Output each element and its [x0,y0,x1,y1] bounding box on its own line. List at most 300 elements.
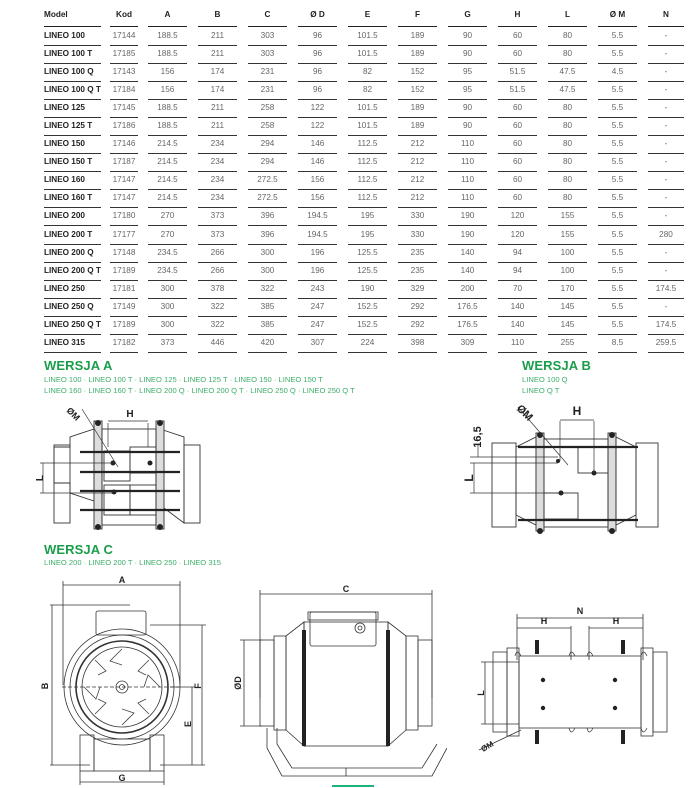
drawing-version-c-front [30,575,230,785]
cell-n: 259.5 [648,336,684,353]
cell-h: 120 [498,228,537,245]
cell-e: 112.5 [348,155,387,172]
cell-b: 266 [198,264,237,281]
cell-l: 155 [548,228,587,245]
cell-h: 60 [498,29,537,46]
cell-l: 47.5 [548,83,587,100]
cell-g: 90 [448,29,487,46]
version-a-models-line1: LINEO 100 · LINEO 100 T · LINEO 125 · LINEO 125 T · LINEO 150 · LINEO 150 T [44,375,323,384]
drawing-version-c-side [232,578,447,778]
dim-b-label: B [40,682,50,690]
cell-l: 155 [548,209,587,226]
table-row [44,46,684,64]
cell-l: 80 [548,137,587,154]
version-b-models-line2: LINEO Q T [522,386,560,395]
version-a-models-line2: LINEO 160 · LINEO 160 T · LINEO 200 Q · LINEO 200 Q T · LINEO 250 Q · LINEO 250 Q T [44,386,355,395]
cell-g: 110 [448,173,487,190]
cell-m: 5.5 [598,191,637,208]
cell-h: 60 [498,101,537,118]
cell-a: 188.5 [148,47,187,64]
drawing-version-a [30,395,230,535]
header-n: N [648,8,684,27]
cell-c: 258 [248,101,287,118]
dim-a-label: A [118,575,126,585]
header-b: B [198,8,237,27]
cell-n: 280 [648,228,684,245]
cell-n: - [648,155,684,172]
cell-l: 47.5 [548,65,587,82]
cell-l: 145 [548,300,587,317]
table-row [44,191,684,209]
cell-e: 125.5 [348,246,387,263]
table-row [44,245,684,263]
cell-a: 234.5 [148,246,187,263]
cell-d: 96 [298,29,337,46]
cell-f: 212 [398,173,437,190]
cell-model: LINEO 100 [44,29,101,46]
cell-d: 96 [298,47,337,64]
cell-l: 80 [548,173,587,190]
dim-h1-label: H [540,616,548,626]
cell-e: 190 [348,282,387,299]
cell-l: 80 [548,155,587,172]
cell-l: 80 [548,101,587,118]
table-body [44,28,684,354]
cell-kod: 17177 [110,228,138,245]
cell-e: 101.5 [348,119,387,136]
table-row [44,263,684,281]
table-row [44,281,684,299]
cell-d: 122 [298,119,337,136]
header-m: Ø M [598,8,637,27]
cell-n: - [648,83,684,100]
cell-d: 194.5 [298,228,337,245]
dim-l-label: L [462,474,476,482]
cell-a: 270 [148,209,187,226]
cell-kod: 17189 [110,318,138,335]
cell-kod: 17185 [110,47,138,64]
cell-g: 176.5 [448,300,487,317]
cell-c: 258 [248,119,287,136]
table-header-row [44,6,684,28]
cell-b: 211 [198,119,237,136]
cell-b: 373 [198,209,237,226]
cell-l: 255 [548,336,587,353]
cell-c: 272.5 [248,173,287,190]
cell-m: 5.5 [598,29,637,46]
cell-f: 292 [398,300,437,317]
cell-g: 309 [448,336,487,353]
cell-h: 60 [498,155,537,172]
cell-kod: 17146 [110,137,138,154]
header-g: G [448,8,487,27]
cell-b: 174 [198,65,237,82]
cell-d: 196 [298,246,337,263]
cell-n: - [648,65,684,82]
cell-model: LINEO 160 [44,173,101,190]
cell-e: 224 [348,336,387,353]
dim-d-label: ØD [233,676,243,690]
cell-a: 188.5 [148,119,187,136]
cell-d: 243 [298,282,337,299]
cell-c: 385 [248,300,287,317]
cell-c: 231 [248,83,287,100]
cell-model: LINEO 200 Q [44,246,101,263]
cell-m: 5.5 [598,246,637,263]
cell-model: LINEO 315 [44,336,101,353]
cell-c: 322 [248,282,287,299]
cell-n: - [648,119,684,136]
cell-model: LINEO 100 T [44,47,101,64]
cell-m: 5.5 [598,264,637,281]
cell-h: 60 [498,137,537,154]
cell-l: 145 [548,318,587,335]
cell-g: 90 [448,101,487,118]
cell-g: 110 [448,191,487,208]
cell-model: LINEO 250 [44,282,101,299]
cell-n: 174.5 [648,318,684,335]
cell-d: 247 [298,318,337,335]
cell-g: 110 [448,155,487,172]
cell-g: 140 [448,246,487,263]
cell-g: 200 [448,282,487,299]
cell-model: LINEO 160 T [44,191,101,208]
cell-model: LINEO 200 Q T [44,264,101,281]
cell-a: 156 [148,83,187,100]
cell-f: 212 [398,137,437,154]
header-model: Model [44,8,101,27]
cell-d: 146 [298,137,337,154]
table-row [44,100,684,118]
cell-e: 112.5 [348,173,387,190]
cell-g: 95 [448,65,487,82]
dim-m-label: ØM [64,405,82,423]
cell-m: 8.5 [598,336,637,353]
cell-c: 300 [248,246,287,263]
header-f: F [398,8,437,27]
cell-m: 5.5 [598,228,637,245]
cell-e: 195 [348,209,387,226]
table-row [44,318,684,336]
table-row [44,299,684,317]
cell-m: 4.5 [598,65,637,82]
cell-l: 80 [548,47,587,64]
dim-e-label: E [183,720,193,728]
cell-e: 101.5 [348,29,387,46]
cell-b: 234 [198,155,237,172]
cell-b: 211 [198,29,237,46]
cell-h: 110 [498,336,537,353]
cell-c: 396 [248,209,287,226]
table-row [44,118,684,136]
cell-h: 120 [498,209,537,226]
table-row [44,336,684,354]
cell-f: 212 [398,191,437,208]
cell-h: 94 [498,246,537,263]
cell-b: 322 [198,300,237,317]
cell-a: 156 [148,65,187,82]
cell-l: 170 [548,282,587,299]
cell-kod: 17182 [110,336,138,353]
cell-n: - [648,29,684,46]
cell-g: 190 [448,228,487,245]
cell-b: 211 [198,47,237,64]
header-c: C [248,8,287,27]
cell-b: 211 [198,101,237,118]
cell-b: 234 [198,191,237,208]
dim-n-label: N [576,606,584,616]
cell-h: 60 [498,47,537,64]
cell-n: - [648,264,684,281]
cell-m: 5.5 [598,119,637,136]
header-e: E [348,8,387,27]
cell-f: 330 [398,209,437,226]
cell-model: LINEO 100 Q [44,65,101,82]
cell-c: 294 [248,155,287,172]
cell-n: 174.5 [648,282,684,299]
cell-e: 82 [348,83,387,100]
dimensions-table [44,6,684,354]
cell-e: 125.5 [348,264,387,281]
cell-f: 189 [398,47,437,64]
dim-c-label: C [342,584,350,594]
header-kod: Kod [110,8,138,27]
cell-model: LINEO 200 T [44,228,101,245]
table-row [44,209,684,227]
cell-b: 378 [198,282,237,299]
cell-a: 270 [148,228,187,245]
cell-l: 100 [548,246,587,263]
cell-g: 176.5 [448,318,487,335]
cell-c: 231 [248,65,287,82]
cell-h: 60 [498,191,537,208]
cell-model: LINEO 100 Q T [44,83,101,100]
cell-h: 70 [498,282,537,299]
cell-n: - [648,209,684,226]
cell-d: 96 [298,65,337,82]
cell-e: 112.5 [348,191,387,208]
cell-n: - [648,246,684,263]
cell-e: 152.5 [348,318,387,335]
dim-l-label: L [476,690,486,696]
cell-a: 214.5 [148,173,187,190]
page-marker-bar [332,785,374,787]
cell-kod: 17189 [110,264,138,281]
cell-f: 292 [398,318,437,335]
cell-l: 100 [548,264,587,281]
cell-model: LINEO 250 Q T [44,318,101,335]
cell-d: 247 [298,300,337,317]
cell-model: LINEO 125 [44,101,101,118]
cell-a: 300 [148,282,187,299]
cell-n: - [648,300,684,317]
cell-n: - [648,47,684,64]
cell-n: - [648,173,684,190]
cell-h: 51.5 [498,65,537,82]
cell-e: 112.5 [348,137,387,154]
cell-model: LINEO 125 T [44,119,101,136]
cell-c: 294 [248,137,287,154]
cell-model: LINEO 200 [44,209,101,226]
cell-m: 5.5 [598,155,637,172]
cell-d: 307 [298,336,337,353]
cell-model: LINEO 150 [44,137,101,154]
cell-h: 140 [498,318,537,335]
cell-a: 234.5 [148,264,187,281]
cell-l: 80 [548,29,587,46]
cell-kod: 17180 [110,209,138,226]
cell-m: 5.5 [598,318,637,335]
version-a-title: WERSJA A [44,358,113,373]
table-row [44,28,684,46]
cell-b: 446 [198,336,237,353]
cell-model: LINEO 250 Q [44,300,101,317]
cell-h: 51.5 [498,83,537,100]
cell-n: - [648,191,684,208]
cell-b: 373 [198,228,237,245]
cell-g: 95 [448,83,487,100]
cell-b: 322 [198,318,237,335]
header-h: H [498,8,537,27]
cell-a: 188.5 [148,29,187,46]
cell-c: 272.5 [248,191,287,208]
cell-b: 234 [198,137,237,154]
cell-f: 235 [398,264,437,281]
cell-m: 5.5 [598,209,637,226]
cell-h: 94 [498,264,537,281]
cell-g: 90 [448,47,487,64]
cell-kod: 17147 [110,191,138,208]
cell-d: 156 [298,191,337,208]
cell-l: 80 [548,119,587,136]
cell-a: 188.5 [148,101,187,118]
cell-d: 156 [298,173,337,190]
dim-m-label: ØM [513,402,535,424]
cell-m: 5.5 [598,300,637,317]
cell-f: 212 [398,155,437,172]
dim-offset-label: 16,5 [472,426,484,448]
table-row [44,155,684,173]
cell-e: 152.5 [348,300,387,317]
cell-m: 5.5 [598,173,637,190]
cell-n: - [648,101,684,118]
cell-n: - [648,137,684,154]
cell-f: 189 [398,101,437,118]
cell-f: 152 [398,83,437,100]
cell-e: 82 [348,65,387,82]
cell-a: 373 [148,336,187,353]
table-row [44,137,684,155]
cell-d: 196 [298,264,337,281]
cell-e: 195 [348,228,387,245]
cell-d: 96 [298,83,337,100]
cell-kod: 17181 [110,282,138,299]
cell-kod: 17184 [110,83,138,100]
cell-kod: 17148 [110,246,138,263]
cell-l: 80 [548,191,587,208]
cell-e: 101.5 [348,47,387,64]
cell-c: 420 [248,336,287,353]
cell-a: 214.5 [148,155,187,172]
version-b-title: WERSJA B [522,358,591,373]
cell-h: 140 [498,300,537,317]
table-row [44,173,684,191]
cell-g: 190 [448,209,487,226]
table-row [44,64,684,82]
cell-b: 174 [198,83,237,100]
cell-kod: 17144 [110,29,138,46]
dim-g-label: G [118,773,126,783]
cell-d: 194.5 [298,209,337,226]
cell-c: 385 [248,318,287,335]
dim-f-label: F [193,683,203,689]
header-a: A [148,8,187,27]
cell-d: 146 [298,155,337,172]
dim-l-label: L [35,474,46,482]
cell-m: 5.5 [598,137,637,154]
dim-h-label: H [126,409,134,420]
cell-f: 152 [398,65,437,82]
cell-f: 235 [398,246,437,263]
cell-m: 5.5 [598,83,637,100]
cell-h: 60 [498,173,537,190]
table-row [44,227,684,245]
cell-f: 189 [398,29,437,46]
cell-g: 140 [448,264,487,281]
cell-kod: 17145 [110,101,138,118]
cell-g: 110 [448,137,487,154]
cell-kod: 17147 [110,173,138,190]
cell-g: 90 [448,119,487,136]
cell-f: 329 [398,282,437,299]
drawing-version-b [448,395,673,535]
drawing-version-c-top [475,600,685,760]
cell-c: 303 [248,47,287,64]
header-d: Ø D [298,8,337,27]
dim-h-label: H [572,404,582,418]
version-c-title: WERSJA C [44,542,113,557]
cell-c: 300 [248,264,287,281]
cell-model: LINEO 150 T [44,155,101,172]
cell-a: 214.5 [148,137,187,154]
cell-d: 122 [298,101,337,118]
cell-f: 398 [398,336,437,353]
cell-kod: 17186 [110,119,138,136]
version-c-models-line1: LINEO 200 · LINEO 200 T · LINEO 250 · LINEO 315 [44,558,221,567]
dim-h2-label: H [612,616,620,626]
dim-m-label: ØM [479,739,496,754]
cell-a: 300 [148,300,187,317]
cell-b: 234 [198,173,237,190]
cell-f: 189 [398,119,437,136]
header-l: L [548,8,587,27]
cell-f: 330 [398,228,437,245]
cell-b: 266 [198,246,237,263]
version-b-models-line1: LINEO 100 Q [522,375,568,384]
cell-kod: 17187 [110,155,138,172]
cell-c: 303 [248,29,287,46]
cell-e: 101.5 [348,101,387,118]
cell-a: 214.5 [148,191,187,208]
cell-m: 5.5 [598,47,637,64]
table-row [44,82,684,100]
cell-m: 5.5 [598,282,637,299]
cell-kod: 17143 [110,65,138,82]
cell-c: 396 [248,228,287,245]
cell-m: 5.5 [598,101,637,118]
cell-kod: 17149 [110,300,138,317]
cell-a: 300 [148,318,187,335]
